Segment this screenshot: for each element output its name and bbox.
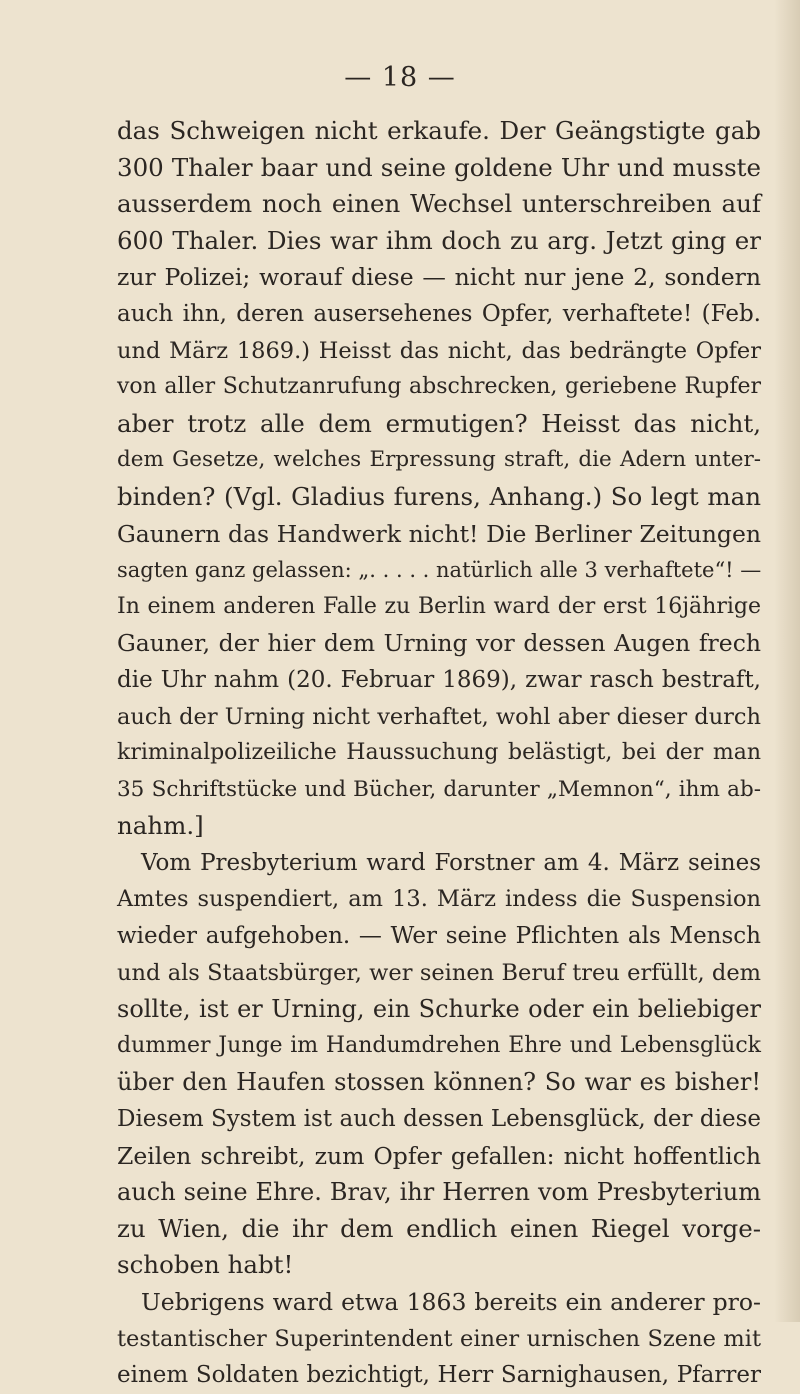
text-line: Diesem System ist auch dessen Lebensglück, der diese xyxy=(117,1106,761,1133)
text-line: Gaunern das Handwerk nicht! Die Berliner Zeitungen xyxy=(117,519,761,548)
text-line: wieder aufgehoben. — Wer seine Pflichten als Mensch xyxy=(117,923,761,950)
text-line: Amtes suspendiert, am 13. März indess die Suspension xyxy=(117,886,761,913)
text-line: und als Staatsbürger, wer seinen Beruf treu erfüllt, dem xyxy=(117,959,761,986)
text-line: testantischer Superintendent einer urnischen Szene mit xyxy=(117,1325,761,1352)
paragraph-start-line: Uebrigens ward etwa 1863 bereits ein anderer pro- xyxy=(141,1288,761,1316)
text-line: über den Haufen stossen können? So war es bisher! xyxy=(117,1068,761,1097)
text-line: einem Soldaten bezichtigt, Herr Sarnighausen, Pfarrer xyxy=(117,1362,761,1389)
text-line: Zeilen schreibt, zum Opfer gefallen: nicht hoffentlich xyxy=(117,1141,761,1170)
text-line: auch der Urning nicht verhaftet, wohl aber dieser durch xyxy=(117,703,762,730)
page-number: — 18 — xyxy=(344,62,456,93)
text-line: die Uhr nahm (20. Februar 1869), zwar rasch bestraft, xyxy=(117,666,761,693)
text-line: Gauner, der hier dem Urning vor dessen Augen frech xyxy=(117,629,761,658)
text-line: das Schweigen nicht erkaufe. Der Geängstigte gab xyxy=(117,116,761,145)
text-line: 600 Thaler. Dies war ihm doch zu arg. Jetzt ging er xyxy=(117,225,761,255)
page-edge-shadow xyxy=(774,0,800,1322)
text-line: 300 Thaler baar und seine goldene Uhr und musste xyxy=(117,152,761,182)
text-line: schoben habt! xyxy=(117,1250,294,1280)
text-line: ausserdem noch einen Wechsel unterschreiben auf xyxy=(117,189,761,219)
text-line: zu Wien, die ihr dem endlich einen Riegel vorge- xyxy=(117,1213,761,1243)
text-line: auch seine Ehre. Brav, ihr Herren vom Presbyterium xyxy=(117,1178,761,1207)
text-line: von aller Schutzanrufung abschrecken, geriebene Rupfer xyxy=(117,374,761,400)
text-line: nahm.] xyxy=(117,811,204,841)
text-line: kriminalpolizeiliche Haussuchung belästigt, bei der man xyxy=(117,740,761,766)
text-line: auch ihn, deren ausersehenes Opfer, verhaftete! (Feb. xyxy=(117,300,761,327)
paragraph-start-line: Vom Presbyterium ward Forstner am 4. März seines xyxy=(141,849,761,876)
text-line: sollte, ist er Urning, ein Schurke oder ein beliebiger xyxy=(117,995,761,1024)
text-line: 35 Schriftstücke und Bücher, darunter „Memnon“, ihm ab- xyxy=(117,776,761,802)
text-line: zur Polizei; worauf diese — nicht nur jene 2, sondern xyxy=(117,263,761,292)
text-line: binden? (Vgl. Gladius furens, Anhang.) So legt man xyxy=(117,481,761,511)
text-line: aber trotz alle dem ermutigen? Heisst das nicht, xyxy=(117,408,761,438)
text-line: In einem anderen Falle zu Berlin ward der erst 16jährige xyxy=(117,593,761,619)
body-text xyxy=(117,113,761,1394)
text-line: sagten ganz gelassen: „. . . . . natürlich alle 3 verhaftete“! — xyxy=(117,558,762,583)
text-line: dummer Junge im Handumdrehen Ehre und Lebensglück xyxy=(117,1032,761,1058)
text-line: und März 1869.) Heisst das nicht, das bedrängte Opfer xyxy=(117,337,761,364)
text-line: dem Gesetze, welches Erpressung straft, die Adern unter- xyxy=(117,447,761,473)
